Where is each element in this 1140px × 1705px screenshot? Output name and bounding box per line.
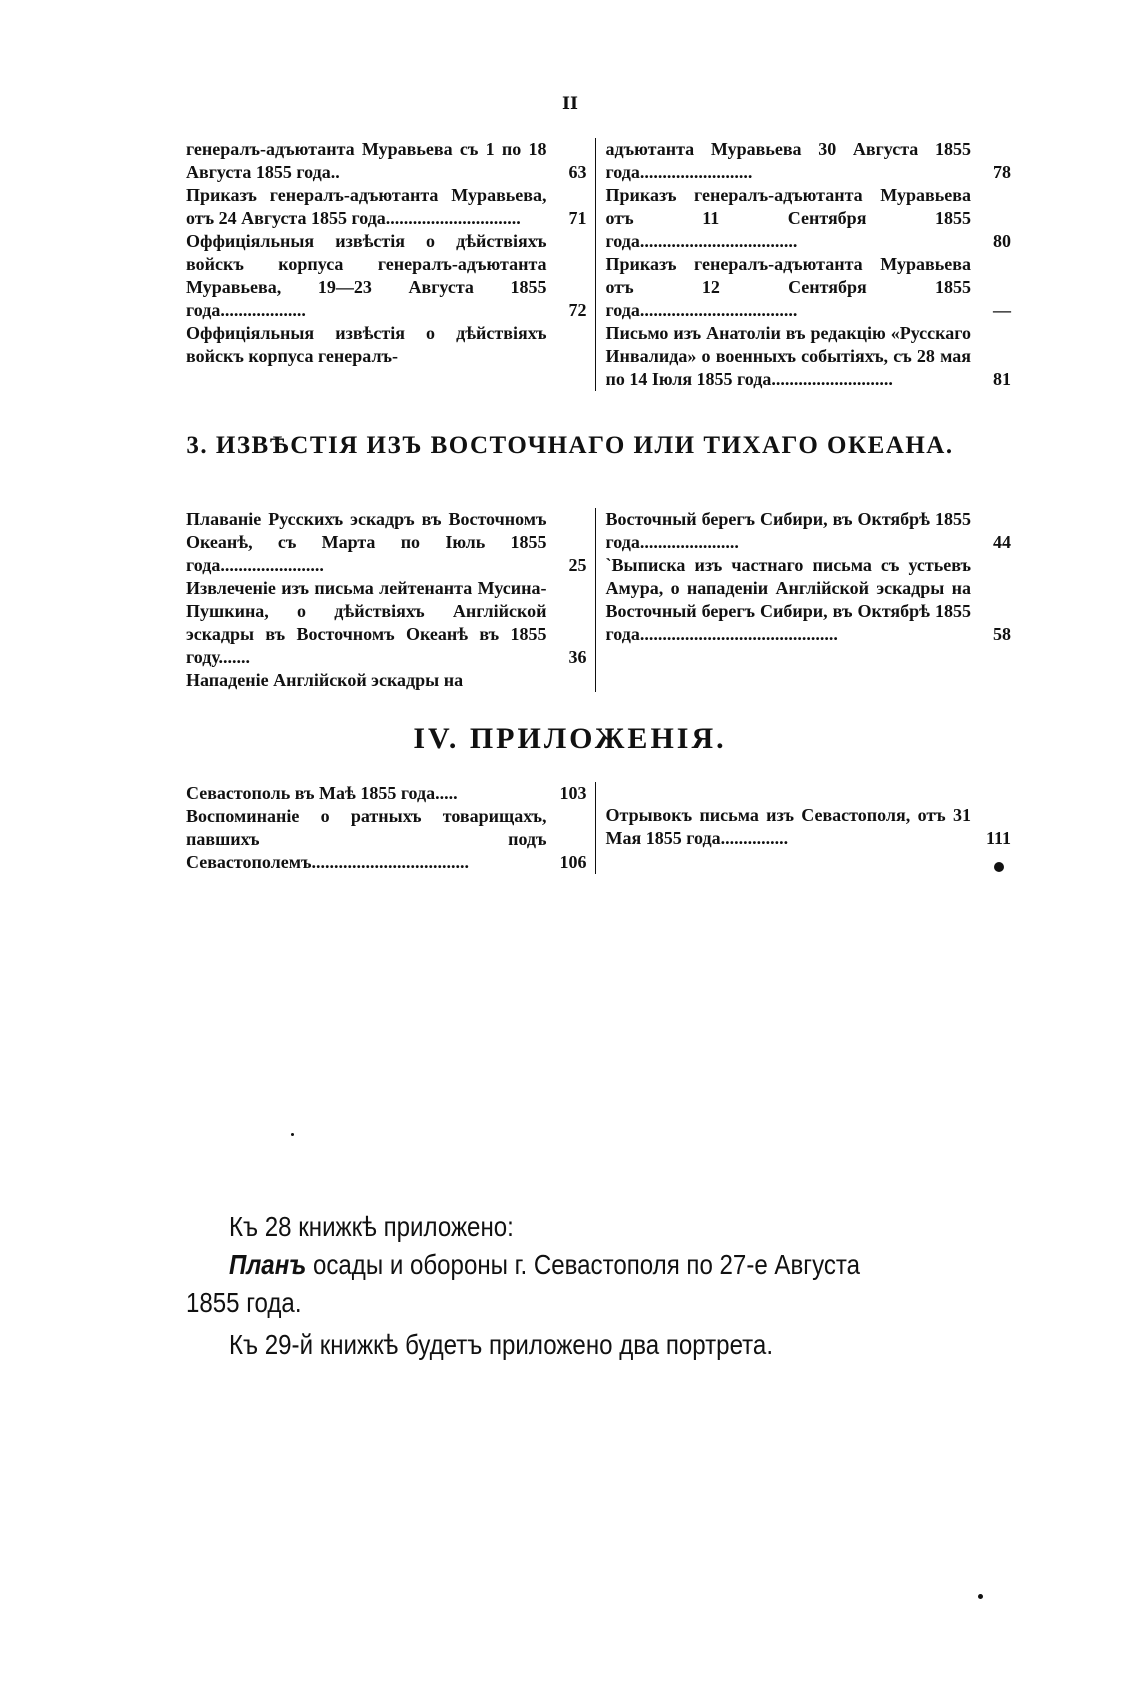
section-heading-4: IV. ПРИЛОЖЕНІЯ. (413, 722, 727, 755)
toc-entry[interactable]: Письмо изъ Анатоліи въ редакцію «Русскаго Инвалида» о военныхъ событіяхъ, съ 28 мая по 14 Іюля 1855 года........................... 81 (605, 323, 1011, 389)
toc-entry[interactable]: Нападеніе Англійской эскадры на (186, 670, 464, 690)
toc-entry[interactable]: `Выписка изъ частнаго письма съ устьевъ Амура, о нападеніи Англійской эскадры на Восточный берегъ Сибири, въ Октябрѣ 1855 года............................................ 58 (605, 555, 1011, 644)
toc-right-column (596, 782, 1011, 850)
toc-entry[interactable]: Воспоминаніе о ратныхъ товарищахъ, павшихъ подъ Севастополемъ................................... 106 (186, 806, 587, 872)
toc-entry[interactable]: Оффиціяльныя извѣстія о дѣйствіяхъ войскъ корпуса генералъ-адъютанта Муравьева, 19—23 Августа 1855 года................... 72 (186, 231, 587, 320)
toc-entry[interactable]: Севастополь въ Маѣ 1855 года..... 103 (186, 783, 587, 803)
toc-entry[interactable]: Оффиціяльныя извѣстія о дѣйствіяхъ войскъ корпуса генералъ- (186, 323, 547, 366)
note-line-1: Къ 28 книжкѣ приложено: (229, 1211, 514, 1242)
plan-word: Планъ (229, 1249, 307, 1280)
ink-speck (291, 1133, 294, 1136)
toc-section-4 (186, 782, 1011, 874)
toc-left-column (186, 782, 595, 874)
toc-section-2 (186, 138, 1011, 391)
page-number: II (562, 94, 578, 114)
section-heading-3: 3. ИЗВѢСТІЯ ИЗЪ ВОСТОЧНАГО ИЛИ ТИХАГО ОКЕАНА. (186, 432, 954, 459)
toc-left-column (186, 508, 595, 692)
ink-speck (978, 1594, 983, 1599)
toc-entry[interactable]: Приказъ генералъ-адъютанта Муравьева отъ 12 Сентября 1855 года................................... — (605, 254, 1011, 320)
note-line-2-rest: осады и обороны г. Севастополя по 27-е Августа 1855 года. (186, 1249, 861, 1318)
toc-right-column (596, 508, 1011, 646)
toc-entry[interactable]: адъютанта Муравьева 30 Августа 1855 года......................... 78 (605, 139, 1011, 182)
toc-section-3 (186, 508, 1011, 692)
note-line-3: Къ 29-й книжкѣ будетъ приложено два портрета. (229, 1329, 774, 1360)
supplement-notes (186, 1208, 908, 1364)
toc-entry[interactable]: Приказъ генералъ-адъютанта Муравьева отъ 11 Сентября 1855 года................................... 80 (605, 185, 1011, 251)
toc-entry[interactable]: Плаваніе Русскихъ эскадръ въ Восточномъ Океанѣ, съ Марта по Іюль 1855 года....................... 25 (186, 509, 587, 575)
toc-right-column (596, 138, 1011, 391)
note-line-2 (186, 1246, 908, 1322)
ink-speck (994, 862, 1004, 872)
toc-entry[interactable]: Отрывокъ письма изъ Севастополя, отъ 31 Мая 1855 года............... 111 (605, 805, 1011, 848)
toc-entry[interactable]: генералъ-адъютанта Муравьева съ 1 по 18 Августа 1855 года.. 63 (186, 139, 587, 182)
toc-entry[interactable]: Приказъ генералъ-адъютанта Муравьева, отъ 24 Августа 1855 года.............................. 71 (186, 185, 587, 228)
toc-entry[interactable]: Восточный берегъ Сибири, въ Октябрѣ 1855 года...................... 44 (605, 509, 1011, 552)
toc-left-column (186, 138, 595, 368)
toc-entry[interactable]: Извлеченіе изъ письма лейтенанта Мусина-Пушкина, о дѣйствіяхъ Англійской эскадры въ Восточномъ Океанѣ въ 1855 году....... 36 (186, 578, 587, 667)
